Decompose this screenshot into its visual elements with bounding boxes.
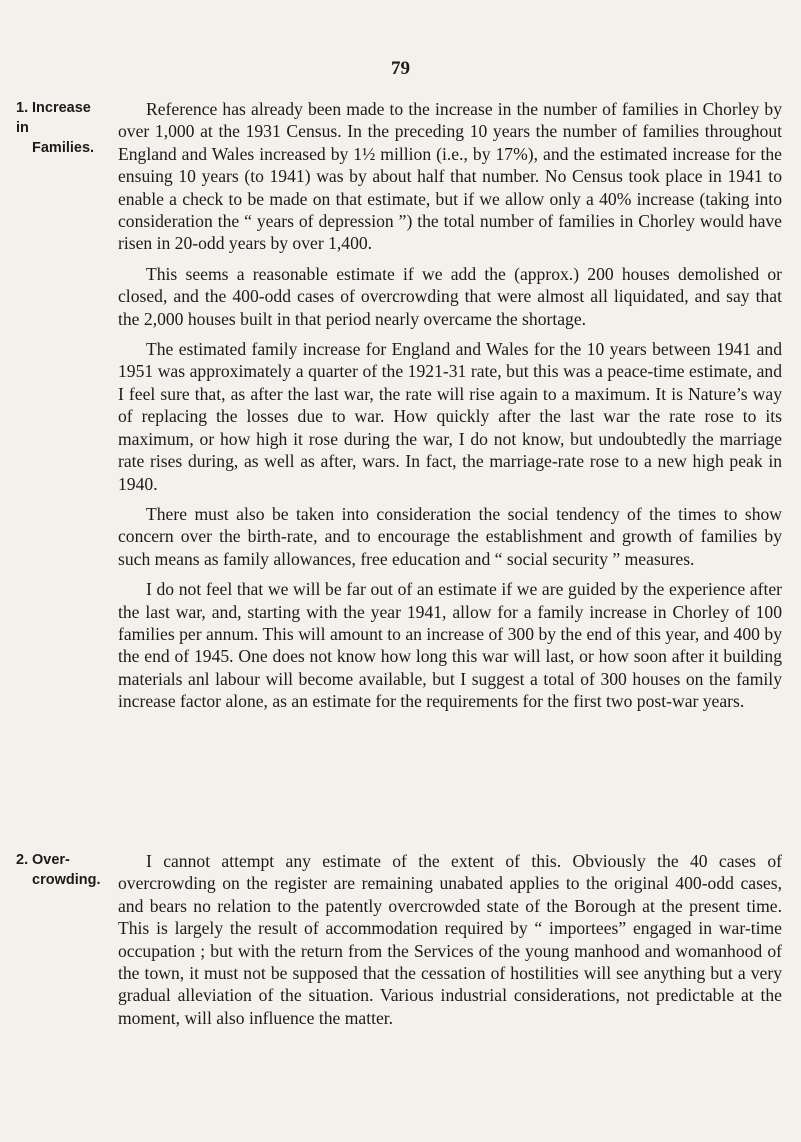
paragraph: There must also be taken into consideration the social tendency of the times to show concern over the birth-rate, and to encourage the establishment and growth of families by such means as family allowances, free education and “ social security ” measures. — [118, 503, 782, 569]
side-heading-line1: Increase in — [16, 100, 91, 136]
side-heading — [16, 850, 106, 890]
section-number: 1. — [16, 100, 29, 116]
section-number: 2. — [16, 852, 29, 868]
body-text — [118, 850, 782, 1037]
paragraph: I cannot attempt any estimate of the extent of this. Obviously the 40 cases of overcrowding on the register are remaining unabated applies to the original 400-odd cases, and bears no relation to the patently overcrowded state of the Borough at the present time. This is largely the result of accommodation required by “ importees” engaged in war-time occupation ; but with the return from the Services of the young manhood and womanhood of the town, it must not be supposed that the cessation of hostilities will see anything but a very gradual alleviation of the situation. Various industrial considerations, not predictable at the moment, will also influence the matter. — [118, 851, 782, 1028]
page-number: 79 — [391, 58, 410, 79]
body-text — [118, 98, 782, 721]
side-heading-line2: Families. — [32, 140, 95, 156]
paragraph: This seems a reasonable estimate if we add the (approx.) 200 houses demolished or closed, and the 400-odd cases of overcrowding that were almost all liquidated, and say that the 2,000 houses built in that period nearly overcame the shortage. — [118, 263, 782, 329]
side-heading-line2: crowding. — [32, 872, 101, 888]
paragraph: Reference has already been made to the increase in the number of families in Chorley by over 1,000 at the 1931 Census. In the preceding 10 years the number of families throughout England and Wales increased by 1½ million (i.e., by 17%), and the estimated increase for the ensuing 10 years (to 1941) was by about half that number. No Census took place in 1941 to enable a check to be made on that estimate, but if we allow only a 40% increase (taking into consideration the “ years of depression ”) the total number of families in Chorley would have risen in 20-odd years by over 1,400. — [118, 99, 782, 254]
side-heading-line1: Over- — [32, 852, 70, 868]
side-heading — [16, 98, 106, 158]
paragraph: I do not feel that we will be far out of an estimate if we are guided by the experience after the last war, and, starting with the year 1941, allow for a family increase in Chorley of 100 families per annum. This will amount to an increase of 300 by the end of this year, and 400 by the end of 1945. One does not know how long this war will last, or how soon after it building materials anl labour will become available, but I suggest a total of 300 houses on the family increase factor alone, as an estimate for the requirements for the first two post-war years. — [118, 579, 782, 712]
paragraph: The estimated family increase for England and Wales for the 10 years between 1941 and 1951 was approximately a quarter of the 1921-31 rate, but this was a peace-time estimate, and I feel sure that, as after the last war, the rate will rise again to a maximum. It is Nature’s way of replacing the losses due to war. How quickly after the last war the rate rose to its maximum, or how high it rose during the war, I do not know, but undoubtedly the marriage rate rises during, as well as after, wars. In fact, the marriage-rate rose to a new high peak in 1940. — [118, 339, 782, 494]
